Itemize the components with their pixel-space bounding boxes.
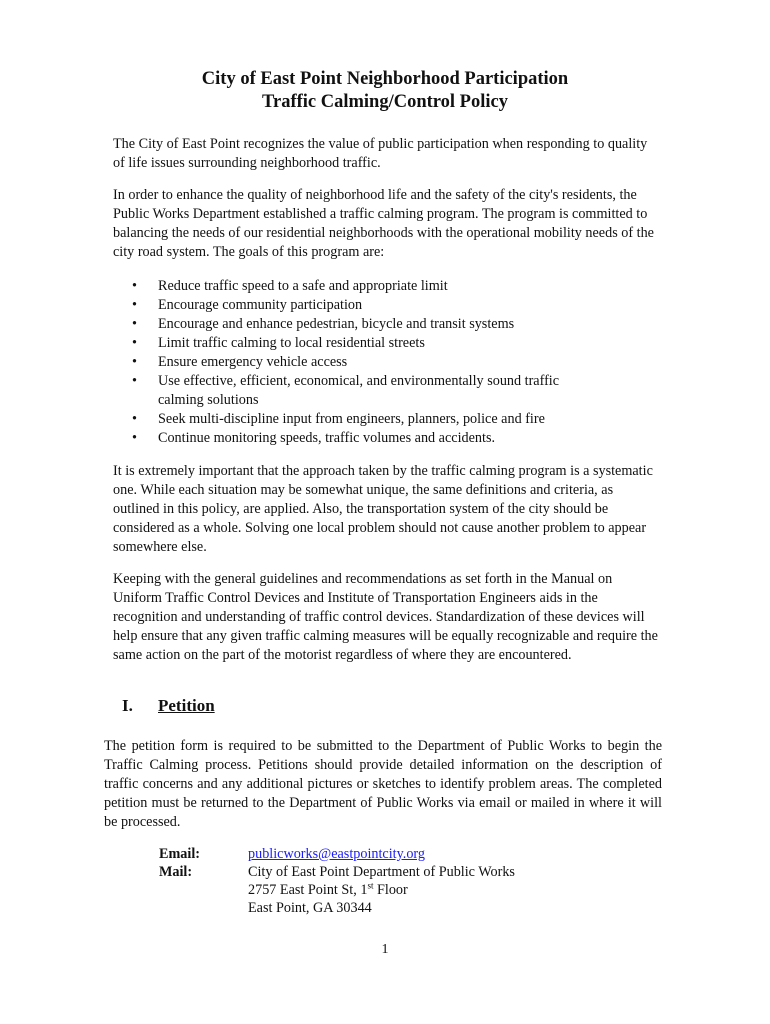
goals-list [113,277,658,448]
street-address: 2757 East Point St, 1 [248,882,368,898]
program-paragraph: In order to enhance the quality of neighborhood life and the safety of the city's residents, the Public Works Department established a traffic calming program. The program is committed to balancing the needs of our residential neighborhoods with the operational mobility needs of the city road system. The goals of this program are: [113,187,654,260]
bullet-icon: • [132,373,137,389]
systematic-paragraph: It is extremely important that the approach taken by the traffic calming program is a systematic one. While each situation may be somewhat unique, the same definitions and criteria, as outlined in this policy, are applied. Also, the transportation system of the city should be considered as a whole. Solving one local problem should not cause another problem to appear somewhere else. [113,463,653,555]
intro-paragraph: The City of East Point recognizes the value of public participation when responding to quality of life issues surrounding neighborhood traffic. [113,136,648,171]
ordinal-suffix: st [367,880,374,891]
bullet-icon: • [132,335,137,351]
goal-text: Use effective, efficient, economical, and environmentally sound traffic calming solutions [158,373,560,408]
document-title-line1: City of East Point Neighborhood Participation [201,69,569,89]
page-number: 1 [381,942,389,957]
goal-text: Seek multi-discipline input from engineers, planners, police and fire [158,411,545,427]
mail-label: Mail: [159,864,193,880]
goal-text: Encourage and enhance pedestrian, bicycle and transit systems [158,316,515,332]
goal-item [113,315,658,334]
goal-item [113,353,658,372]
bullet-icon: • [132,430,137,446]
goal-text: Reduce traffic speed to a safe and appropriate limit [158,278,448,294]
goal-item [113,410,658,429]
email-link[interactable]: publicworks@eastpointcity.org [248,846,425,862]
mail-address-line1: City of East Point Department of Public Works [248,864,515,880]
goal-item [113,429,658,448]
bullet-icon: • [132,411,137,427]
mail-address-line2 [248,881,408,900]
bullet-icon: • [132,297,137,313]
guidelines-paragraph: Keeping with the general guidelines and recommendations as set forth in the Manual on Uniform Traffic Control Devices and Institute of Transportation Engineers aids in the recognition and understanding of traffic control devices. Standardization of these devices will help ensure that any given traffic calming measures will be equally recognizable and require the same action on the part of the motorist regardless of where they are encountered. [113,571,658,663]
goal-text: Limit traffic calming to local residential streets [158,335,425,351]
bullet-icon: • [132,354,137,370]
goal-item [113,296,658,315]
email-label: Email: [159,846,200,862]
goal-item [113,334,658,353]
section-title: Petition [158,696,215,715]
goal-text: Encourage community participation [158,297,363,313]
petition-paragraph: The petition form is required to be submitted to the Department of Public Works to begin the Traffic Calming process. Petitions should provide detailed information on the description of traffic concerns and any additional pictures or sketches to identify problem areas. The completed petition must be returned to the Department of Public Works via email or mailed in where it will be processed. [104,738,662,830]
bullet-icon: • [132,278,137,294]
goal-text: Continue monitoring speeds, traffic volumes and accidents. [158,430,496,446]
goal-item [113,277,658,296]
goal-item [113,372,658,410]
bullet-icon: • [132,316,137,332]
document-title-line2: Traffic Calming/Control Policy [262,92,508,112]
floor-text: Floor [373,882,408,898]
mail-address-line3: East Point, GA 30344 [248,900,372,916]
section-number: I. [122,696,133,715]
goal-text: Ensure emergency vehicle access [158,354,348,370]
